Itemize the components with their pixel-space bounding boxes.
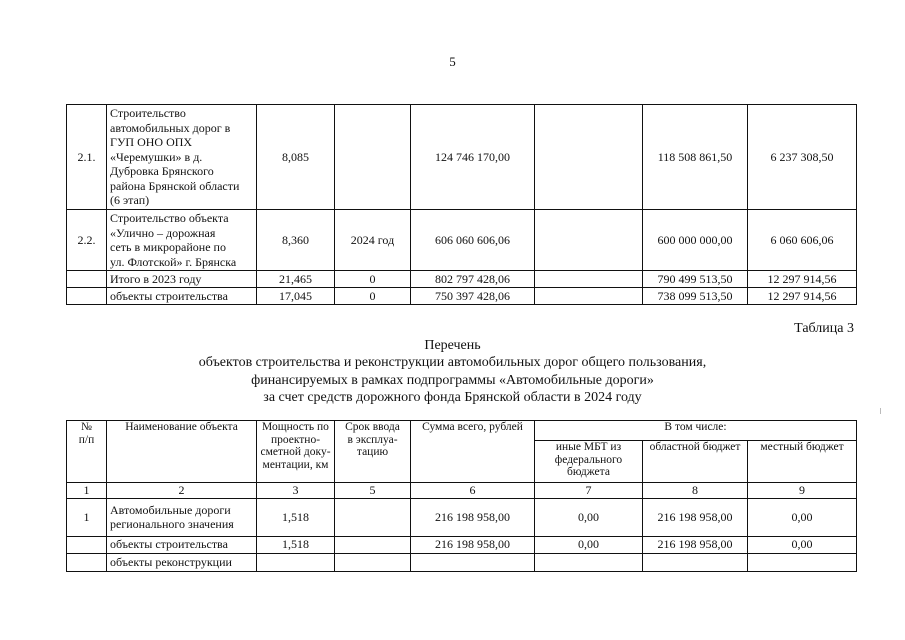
total-cell: 750 397 428,06	[411, 288, 535, 305]
mbt-cell	[535, 210, 643, 271]
table-heading-line: Перечень	[424, 338, 481, 353]
summary-row	[67, 271, 857, 288]
column-number: 1	[67, 483, 107, 499]
name-line: Дубровка Брянского	[110, 164, 214, 179]
header-line: иные МБТ из	[555, 441, 622, 453]
year-cell	[335, 536, 411, 553]
row-number	[67, 536, 107, 553]
header-line: проектно-	[270, 433, 321, 446]
name-line: «Черемушки» в д.	[110, 149, 203, 164]
header-total: Сумма всего, рублей	[411, 421, 535, 483]
length-cell: 21,465	[257, 271, 335, 288]
column-numbers-row	[67, 483, 857, 499]
name-line: регионального значения	[110, 517, 234, 531]
mbt-cell	[535, 271, 643, 288]
name-line: ГУП ОНО ОПХ	[110, 135, 193, 150]
regional-cell	[643, 553, 748, 571]
name-line: автомобильных дорог в	[110, 120, 231, 135]
name-line: Строительство объекта	[110, 211, 229, 225]
object-name: объекты строительства	[107, 536, 257, 553]
local-cell	[748, 553, 857, 571]
object-name: объекты реконструкции	[107, 553, 257, 571]
column-number: 8	[643, 483, 748, 499]
table-row	[67, 210, 857, 271]
header-line: Срок ввода	[345, 421, 400, 433]
object-name	[107, 498, 257, 536]
header-row	[67, 421, 857, 441]
length-cell: 1,518	[257, 536, 335, 553]
column-number: 5	[335, 483, 411, 499]
header-num	[67, 421, 107, 483]
regional-cell: 216 198 958,00	[643, 536, 748, 553]
column-number: 9	[748, 483, 857, 499]
header-including: В том числе:	[535, 421, 857, 441]
total-cell: 216 198 958,00	[411, 536, 535, 553]
table-heading-line: за счет средств дорожного фонда Брянской области в 2024 году	[263, 390, 642, 405]
length-cell: 1,518	[257, 498, 335, 536]
regional-cell: 216 198 958,00	[643, 498, 748, 536]
header-line: ментации, км	[262, 458, 329, 471]
total-cell: 606 060 606,06	[411, 210, 535, 271]
summary-row	[67, 288, 857, 305]
mbt-cell	[535, 553, 643, 571]
mbt-cell	[535, 105, 643, 210]
name-line: «Улично – дорожная	[110, 225, 216, 240]
column-number: 6	[411, 483, 535, 499]
summary-label: объекты строительства	[107, 288, 257, 305]
table-heading-line: объектов строительства и реконструкции автомобильных дорог общего пользования,	[198, 355, 707, 370]
year-cell	[335, 553, 411, 571]
margin-mark	[880, 408, 881, 414]
table-row	[67, 536, 857, 553]
table-caption: Таблица 3	[794, 321, 854, 336]
header-mbt	[535, 441, 643, 483]
table-row	[67, 498, 857, 536]
header-local: местный бюджет	[748, 441, 857, 483]
header-regional: областной бюджет	[643, 441, 748, 483]
table-heading-line: финансируемых в рамках подпрограммы «Автомобильные дороги»	[251, 373, 654, 388]
local-cell: 6 060 606,06	[748, 210, 857, 271]
mbt-cell: 0,00	[535, 498, 643, 536]
total-cell	[411, 553, 535, 571]
column-number: 7	[535, 483, 643, 499]
table-3	[66, 420, 857, 572]
total-cell: 802 797 428,06	[411, 271, 535, 288]
header-name: Наименование объекта	[107, 421, 257, 483]
regional-cell: 790 499 513,50	[643, 271, 748, 288]
header-line: федерального	[554, 453, 623, 466]
summary-label: Итого в 2023 году	[107, 271, 257, 288]
year-cell: 0	[335, 288, 411, 305]
year-cell	[335, 105, 411, 210]
year-cell: 0	[335, 271, 411, 288]
header-line: тацию	[356, 446, 389, 458]
local-cell: 6 237 308,50	[748, 105, 857, 210]
column-number: 2	[107, 483, 257, 499]
name-line: Строительство	[110, 106, 186, 121]
total-cell: 216 198 958,00	[411, 498, 535, 536]
mbt-cell: 0,00	[535, 536, 643, 553]
object-name	[107, 105, 257, 210]
name-line: сеть в микрорайоне по	[110, 240, 226, 254]
table-row	[67, 553, 857, 571]
mbt-cell	[535, 288, 643, 305]
table-continuation	[66, 104, 857, 305]
header-line: сметной доку-	[260, 446, 331, 458]
row-number: 1	[67, 498, 107, 536]
table-row	[67, 105, 857, 210]
header-year	[335, 421, 411, 483]
row-number	[67, 271, 107, 288]
regional-cell: 738 099 513,50	[643, 288, 748, 305]
local-cell: 0,00	[748, 536, 857, 553]
header-length	[257, 421, 335, 483]
row-number	[67, 288, 107, 305]
name-line: Автомобильные дороги	[110, 502, 231, 517]
local-cell: 0,00	[748, 498, 857, 536]
regional-cell: 118 508 861,50	[643, 105, 748, 210]
local-cell: 12 297 914,56	[748, 288, 857, 305]
length-cell: 17,045	[257, 288, 335, 305]
year-cell	[335, 498, 411, 536]
row-number	[67, 553, 107, 571]
object-name	[107, 210, 257, 271]
total-cell: 124 746 170,00	[411, 105, 535, 210]
header-line: п/п	[78, 433, 95, 446]
year-cell: 2024 год	[335, 210, 411, 271]
length-cell	[257, 553, 335, 571]
length-cell: 8,360	[257, 210, 335, 271]
header-line: в эксплуа-	[347, 433, 398, 446]
name-line: (6 этап)	[110, 193, 150, 208]
row-number: 2.2.	[67, 210, 107, 271]
column-number: 3	[257, 483, 335, 499]
header-line: Мощность по	[262, 421, 329, 433]
length-cell: 8,085	[257, 105, 335, 210]
local-cell: 12 297 914,56	[748, 271, 857, 288]
header-line: №	[81, 421, 92, 433]
regional-cell: 600 000 000,00	[643, 210, 748, 271]
name-line: ул. Флотской» г. Брянска	[110, 254, 237, 269]
page-number: 5	[449, 54, 456, 69]
name-line: района Брянской области	[110, 178, 240, 193]
row-number: 2.1.	[67, 105, 107, 210]
header-line: бюджета	[567, 466, 610, 478]
